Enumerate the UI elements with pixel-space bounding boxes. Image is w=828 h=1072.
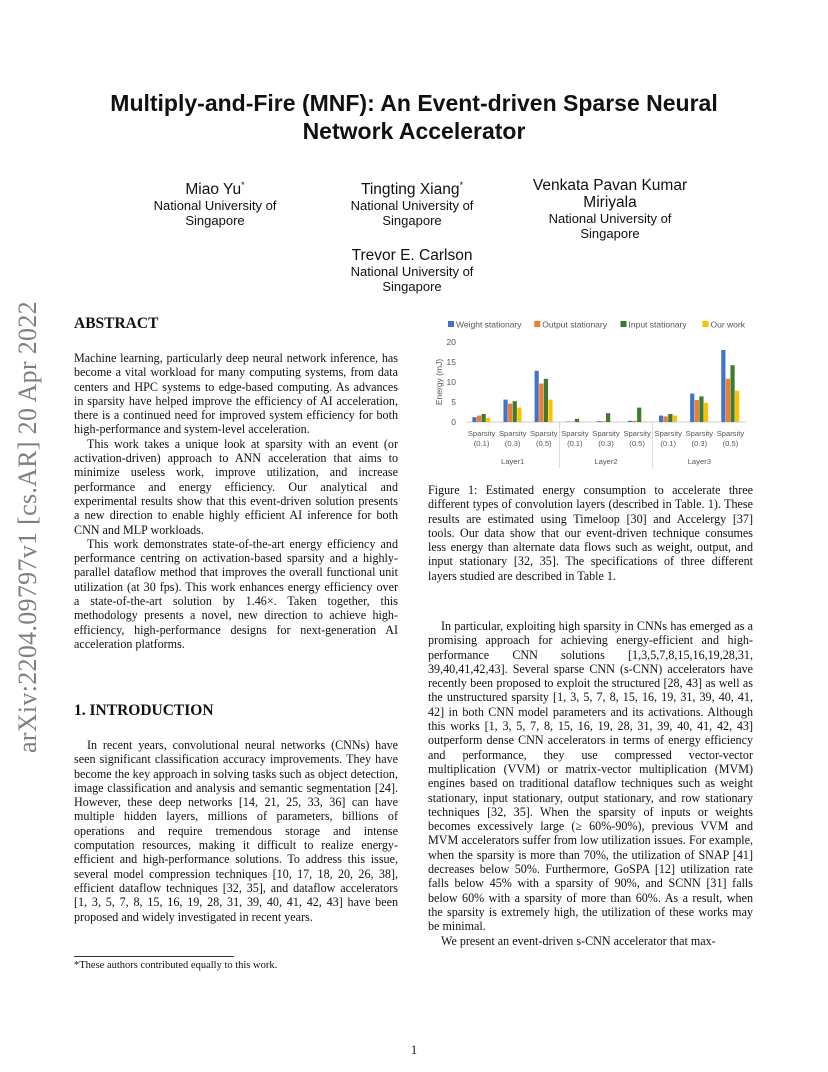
x-tick-label: Sparsity bbox=[654, 429, 682, 438]
x-tick-label-sub: (0.1) bbox=[473, 439, 490, 448]
introduction-heading: 1. INTRODUCTION bbox=[74, 702, 214, 719]
bar bbox=[482, 414, 486, 422]
bar bbox=[513, 401, 517, 422]
bar bbox=[601, 421, 605, 422]
author-name: Trevor E. Carlson bbox=[351, 247, 473, 264]
author-affiliation: National University of bbox=[350, 198, 474, 214]
bar bbox=[721, 350, 725, 422]
author-name: Miao Yu bbox=[185, 181, 242, 199]
chart-bars bbox=[472, 350, 739, 422]
bar bbox=[535, 371, 539, 422]
bar bbox=[668, 414, 672, 422]
bar bbox=[544, 379, 548, 422]
legend-swatch bbox=[448, 321, 454, 327]
y-tick-label: 5 bbox=[451, 397, 456, 407]
bar bbox=[642, 421, 646, 422]
group-label: Layer1 bbox=[501, 457, 525, 466]
author-affiliation: National University of bbox=[548, 211, 672, 226]
author-name-continued: Miriyala bbox=[583, 194, 637, 211]
author-affiliation-country: Singapore bbox=[580, 226, 640, 241]
author-block bbox=[520, 177, 700, 241]
x-tick-label: Sparsity bbox=[716, 429, 745, 438]
legend-swatch bbox=[621, 321, 627, 327]
bar bbox=[517, 408, 521, 422]
chart-y-axis-label: Energy (mJ) bbox=[434, 358, 444, 406]
x-tick-label-sub: (0.5) bbox=[629, 439, 645, 448]
author-block bbox=[130, 177, 300, 228]
y-tick-label: 10 bbox=[446, 377, 456, 387]
body-paragraph: We present an event-driven s-CNN accelerator that max- bbox=[441, 933, 716, 948]
bar bbox=[597, 421, 601, 422]
bar bbox=[659, 416, 663, 422]
legend-swatch bbox=[703, 321, 709, 327]
author-block bbox=[327, 177, 497, 228]
group-label: Layer2 bbox=[594, 457, 618, 466]
right-column-body bbox=[428, 619, 753, 948]
x-tick-label-sub: (0.3) bbox=[598, 439, 614, 448]
footnote-rule bbox=[74, 956, 234, 957]
footnote: *These authors contributed equally to this work. bbox=[74, 960, 278, 971]
x-tick-label-sub: (0.5) bbox=[535, 439, 552, 448]
x-tick-label-sub: (0.1) bbox=[660, 439, 677, 448]
abstract-heading: ABSTRACT bbox=[74, 315, 159, 332]
x-tick-label: Sparsity bbox=[498, 429, 527, 438]
x-tick-label-sub: (0.3) bbox=[504, 439, 521, 448]
equal-contribution-mark: * bbox=[459, 180, 464, 190]
legend-label: Output stationary bbox=[542, 319, 607, 330]
x-tick-label: Sparsity bbox=[561, 429, 589, 438]
bar bbox=[508, 404, 512, 422]
abstract-paragraph: Machine learning, particularly deep neural network inference, has become a vital workload for many computing systems, from data centers and HPC systems to edge-based computing. As advances in sparsity have helped improve the efficiency of AI acceleration, there is a continued need for improved system efficiency for both high-performance and system-level acceleration. bbox=[74, 351, 398, 437]
bar bbox=[726, 379, 730, 422]
bar bbox=[633, 421, 637, 422]
title-line-2: Network Accelerator bbox=[302, 118, 526, 144]
author-block bbox=[327, 247, 497, 294]
legend-swatch bbox=[534, 321, 540, 327]
x-tick-label-sub: (0.5) bbox=[722, 439, 739, 448]
equal-contribution-mark: * bbox=[241, 180, 245, 190]
bar bbox=[664, 416, 668, 422]
bar bbox=[486, 418, 490, 422]
x-tick-label-sub: (0.1) bbox=[567, 439, 583, 448]
x-tick-label: Sparsity bbox=[530, 429, 558, 438]
bar bbox=[637, 408, 641, 422]
y-tick-label: 20 bbox=[446, 337, 456, 347]
introduction-body bbox=[74, 738, 398, 924]
bar bbox=[704, 403, 708, 422]
arxiv-identifier: arXiv:2204.09797v1 [cs.AR] 20 Apr 2022 bbox=[13, 301, 42, 753]
figure-caption: Figure 1: Estimated energy consumption to accelerate three different types of convolution layers (described in Table. 1). These results are estimated using Timeloop [30] and Accelergy [37] tools. Our data show that our event-driven technique consumes less energy than alternate data flows such as weight, output, and input stationary [32, 35]. The specifications of three different layers studied are described in Table 1. bbox=[428, 483, 753, 583]
bar bbox=[699, 396, 703, 422]
group-label: Layer3 bbox=[687, 457, 711, 466]
y-tick-label: 15 bbox=[446, 357, 456, 367]
author-name: Tingting Xiang bbox=[360, 181, 460, 199]
author-affiliation-country: Singapore bbox=[185, 213, 245, 229]
bar bbox=[628, 421, 632, 422]
bar bbox=[575, 419, 579, 422]
introduction-paragraph: In recent years, convolutional neural networks (CNNs) have seen significant classification accuracy improvements. They have become the key approach in solving tasks such as object detection, image classification and analysis and semantic segmentation [24]. However, these deep networks [14, 21, 25, 33, 36] can have multiple hidden layers, millions of parameters, billions of operations and require tremendous storage and intense computation resources, making it difficult to realize energy-efficient and high-performance solutions. To address this issue, several model compression techniques [10, 17, 18, 20, 26, 38], efficient dataflow techniques [32, 35], and dataflow accelerators [1, 3, 5, 7, 8, 15, 16, 19, 28, 31, 39, 40, 41, 42, 43] have been proposed and widely investigated in recent years. bbox=[74, 738, 398, 924]
abstract-body bbox=[74, 351, 398, 651]
author-affiliation: National University of bbox=[350, 264, 474, 279]
author-affiliation-country: Singapore bbox=[382, 279, 442, 294]
bar bbox=[695, 400, 699, 422]
bar bbox=[735, 391, 739, 422]
author-name: Venkata Pavan Kumar bbox=[532, 177, 688, 194]
body-paragraph: In particular, exploiting high sparsity in CNNs has emerged as a promising approach for achieving energy-efficient and high-performance CNN solutions [1,3,5,7,8,15,16,19,28,31, 39,40,41,42,43]. Several sparse CNN (s-CNN) accelerators have recently been proposed to exploit the structured [28, 43] as well as the unstructured sparsity [1, 3, 5, 7, 8, 15, 16, 19, 31, 39, 40, 41, 42] in both CNN model parameters and its activations. Although this works [1, 3, 5, 7, 8, 15, 16, 19, 28, 31, 39, 40, 41, 42, 43] outperform dense CNN accelerators in terms of energy efficiency and performance, they use compressed vector-vector multiplication (VVM) or matrix-vector multiplication (MVM) engines based on traditional dataflow techniques such as weight stationary, input stationary, output stationary, and row stationary techniques [32, 35]. When the sparsity of inputs or weights becomes excessively large (≥ 60%-90%), previous VVM and MVM accelerators suffer from low utilization issues. For example, when the sparsity is more than 70%, the utilization of SNAP [41] decreases below 50%. Furthermore, GoSPA [12] utilization rate falls below 45% with a sparsity of 90%, and SCNN [31] falls below 60% with a sparsity of more than 60%. As a result, when the sparsity is extremely high, the utilization of these works may be minimal. bbox=[428, 619, 753, 934]
x-tick-label-sub: (0.3) bbox=[691, 439, 708, 448]
x-tick-label: Sparsity bbox=[592, 429, 620, 438]
bar bbox=[472, 417, 476, 422]
chart-legend bbox=[448, 320, 746, 330]
abstract-paragraph: This work demonstrates state-of-the-art energy efficiency and performance centring on activation-based sparsity and a highly-parallel dataflow method that improves the overall functional unit utilization (at 30 fps). This work enhances energy efficiency over a state-of-the-art solution by 1.46×. Taken together, this methodology presents a novel, new direction to achieve high-efficiency, high-performance designs for next-generation AI acceleration platforms. bbox=[74, 536, 398, 651]
bar bbox=[673, 416, 677, 422]
chart-x-axis bbox=[468, 422, 745, 468]
author-affiliation: National University of bbox=[153, 198, 277, 214]
bar bbox=[690, 394, 694, 422]
bar bbox=[606, 413, 610, 422]
y-tick-label: 0 bbox=[451, 417, 456, 427]
bar bbox=[730, 365, 734, 422]
x-tick-label: Sparsity bbox=[467, 429, 496, 438]
bar bbox=[548, 400, 552, 422]
title-line-1: Multiply-and-Fire (MNF): An Event-driven Sparse Neural bbox=[110, 90, 718, 116]
bar bbox=[539, 384, 543, 422]
paper-title bbox=[60, 89, 768, 145]
abstract-paragraph: This work takes a unique look at sparsity with an event (or activation-driven) approach to ANN acceleration that aims to minimize useless work, improve utilization, and increase performance and energy efficiency. Our analytical and experimental results show that this event-driven solution presents a new direction to enable highly efficient AI inference for both CNN and MLP workloads. bbox=[74, 436, 398, 537]
bar bbox=[503, 400, 507, 422]
author-affiliation-country: Singapore bbox=[382, 213, 442, 229]
energy-bar-chart bbox=[428, 312, 753, 472]
bar bbox=[477, 416, 481, 422]
x-tick-label: Sparsity bbox=[623, 429, 651, 438]
legend-label: Our work bbox=[710, 319, 745, 330]
legend-label: Input stationary bbox=[628, 319, 687, 330]
page-number: 1 bbox=[410, 1043, 418, 1057]
legend-label: Weight stationary bbox=[456, 319, 522, 330]
x-tick-label: Sparsity bbox=[685, 429, 714, 438]
